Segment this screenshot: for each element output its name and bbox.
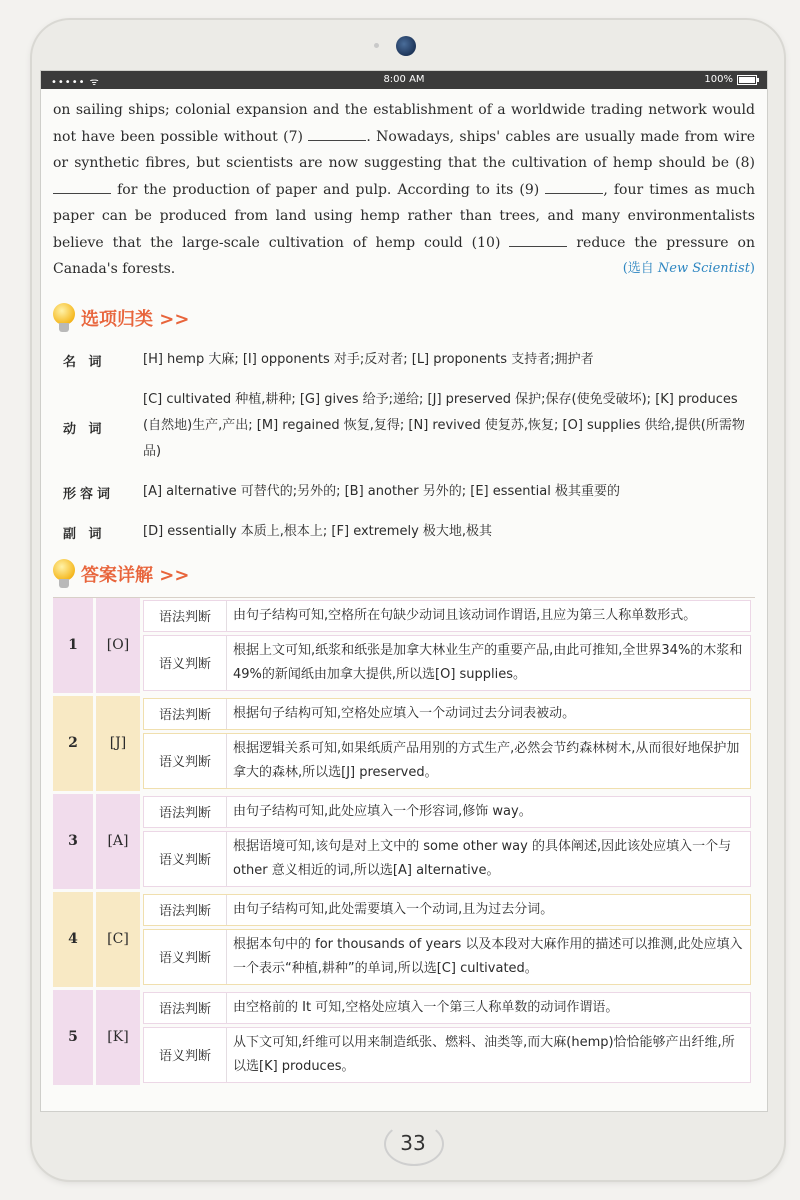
analysis-text: 由句子结构可知,此处需要填入一个动词,且为过去分词。 (233, 901, 554, 917)
status-bar (41, 71, 767, 89)
analysis-row (143, 831, 751, 887)
battery-indicator (704, 74, 757, 85)
analysis-type: 语法判断 (144, 895, 227, 925)
analysis-row (143, 635, 751, 691)
question-number: 3 (53, 794, 93, 889)
blank-9[interactable] (545, 181, 603, 194)
answer-table (53, 597, 755, 1088)
vocab-label: 副 词 (63, 526, 106, 542)
blank-7[interactable] (308, 128, 366, 141)
battery-label: 100% (704, 74, 733, 85)
analysis-row (143, 992, 751, 1024)
analysis-text: 根据语境可知,该句是对上文中的 some other way 的具体阐述,因此该处应填入一个与 other 意义相近的词,所以选[A] alternative。 (233, 838, 732, 878)
passage-text: for the production of paper and pulp. According to its (9) (111, 181, 546, 198)
camera-icon (396, 36, 416, 56)
analysis-type: 语法判断 (144, 993, 227, 1023)
vocab-row-verb (63, 387, 755, 465)
vocab-table (63, 347, 755, 545)
analysis-type: 语义判断 (144, 734, 227, 788)
section-heading-options (53, 303, 755, 333)
question-number: 2 (53, 696, 93, 791)
analysis-type: 语义判断 (144, 636, 227, 690)
question-number: 4 (53, 892, 93, 987)
vocab-text: [D] essentially 本质上,根本上; [F] extremely 极大地,极其 (143, 523, 493, 539)
analysis-row (143, 733, 751, 789)
section-title: 答案详解 >> (81, 564, 190, 586)
analysis-row (143, 1027, 751, 1083)
blank-10[interactable] (509, 234, 567, 247)
vocab-row-adverb (63, 519, 755, 545)
vocab-label: 名 词 (63, 354, 106, 370)
passage-text: . Nowadays, ships' cables are usually made from wire or synthetic fibres, but scientists are now suggesting that the cultivation of hemp should be (8) (53, 128, 755, 171)
analysis-row (143, 698, 751, 730)
vocab-label: 形容词 (63, 486, 115, 502)
analysis-text: 由句子结构可知,空格所在句缺少动词且该动词作谓语,且应为第三人称单数形式。 (233, 607, 697, 623)
section-heading-answers (53, 559, 755, 589)
vocab-text: [C] cultivated 种植,耕种; [G] gives 给予;递给; [J] preserved 保护;保存(使免受破坏); [K] produces (自然地)生产,产出; [M] regained 恢复,复得; [N] revived 使复苏,恢复; [O] supplies 供给,提供(所需物品) (143, 391, 745, 459)
analysis-type: 语法判断 (144, 797, 227, 827)
analysis-row (143, 600, 751, 632)
analysis-text: 根据上文可知,纸浆和纸张是加拿大林业生产的重要产品,由此可推知,全世界34%的木浆和49%的新闻纸由加拿大提供,所以选[O] supplies。 (233, 642, 743, 682)
analysis-type: 语义判断 (144, 832, 227, 886)
sensor-dot (374, 43, 379, 48)
vocab-row-noun (63, 347, 755, 373)
answer-key: [K] (96, 990, 140, 1085)
answer-row (53, 794, 755, 892)
analysis-text: 根据逻辑关系可知,如果纸质产品用别的方式生产,必然会节约森林树木,从而很好地保护加拿大的森林,所以选[J] preserved。 (233, 740, 740, 780)
source-title: New Scientist (657, 261, 750, 276)
analysis-type: 语义判断 (144, 930, 227, 984)
vocab-row-adjective (63, 479, 755, 505)
battery-icon (737, 75, 757, 85)
vocab-label: 动 词 (63, 422, 106, 437)
question-number: 5 (53, 990, 93, 1085)
vocab-text: [A] alternative 可替代的;另外的; [B] another 另外的; [E] essential 极其重要的 (143, 483, 620, 499)
analysis-type: 语义判断 (144, 1028, 227, 1082)
answer-key: [O] (96, 598, 140, 693)
vocab-text: [H] hemp 大麻; [I] opponents 对手;反对者; [L] proponents 支持者;拥护者 (143, 351, 594, 367)
analysis-type: 语法判断 (144, 601, 227, 631)
section-title: 选项归类 >> (81, 308, 190, 330)
answer-key: [J] (96, 696, 140, 791)
tablet-screen (40, 70, 768, 1112)
analysis-row (143, 796, 751, 828)
passage-text: reduce the pressure on Canada's forests. (53, 234, 756, 277)
page-number: 33 (384, 1122, 442, 1164)
analysis-row (143, 894, 751, 926)
question-number: 1 (53, 598, 93, 693)
analysis-type: 语法判断 (144, 699, 227, 729)
answer-row (53, 990, 755, 1088)
answer-key: [A] (96, 794, 140, 889)
analysis-text: 根据本句中的 for thousands of years 以及本段对大麻作用的描述可以推测,此处应填入一个表示“种植,耕种”的单词,所以选[C] cultivated。 (233, 936, 743, 976)
answer-key: [C] (96, 892, 140, 987)
blank-8[interactable] (53, 181, 111, 194)
analysis-text: 由句子结构可知,此处应填入一个形容词,修饰 way。 (233, 803, 532, 819)
lightbulb-icon (53, 303, 75, 333)
analysis-text: 从下文可知,纤维可以用来制造纸张、燃料、油类等,而大麻(hemp)恰恰能够产出纤维,所以选[K] produces。 (233, 1034, 735, 1074)
signal-indicator: ••••• ᯤ (51, 77, 100, 88)
page-content (41, 89, 767, 1088)
status-time: 8:00 AM (383, 74, 425, 85)
answer-row (53, 696, 755, 794)
analysis-text: 根据句子结构可知,空格处应填入一个动词过去分词表被动。 (233, 705, 576, 721)
passage-text: , four times as much paper can be produced from land using hemp rather than trees, and many environmentalists believe that the large-scale cultivation of hemp could (10) (53, 181, 755, 251)
source-citation: (选自 New Scientist) (622, 261, 755, 276)
analysis-row (143, 929, 751, 985)
reading-passage (53, 97, 755, 283)
passage-text: on sailing ships; colonial expansion and the establishment of a worldwide trading network would not have been possible without (7) (53, 102, 755, 145)
lightbulb-icon (53, 559, 75, 589)
analysis-text: 由空格前的 It 可知,空格处应填入一个第三人称单数的动词作谓语。 (233, 999, 619, 1015)
answer-row (53, 598, 755, 696)
answer-row (53, 892, 755, 990)
